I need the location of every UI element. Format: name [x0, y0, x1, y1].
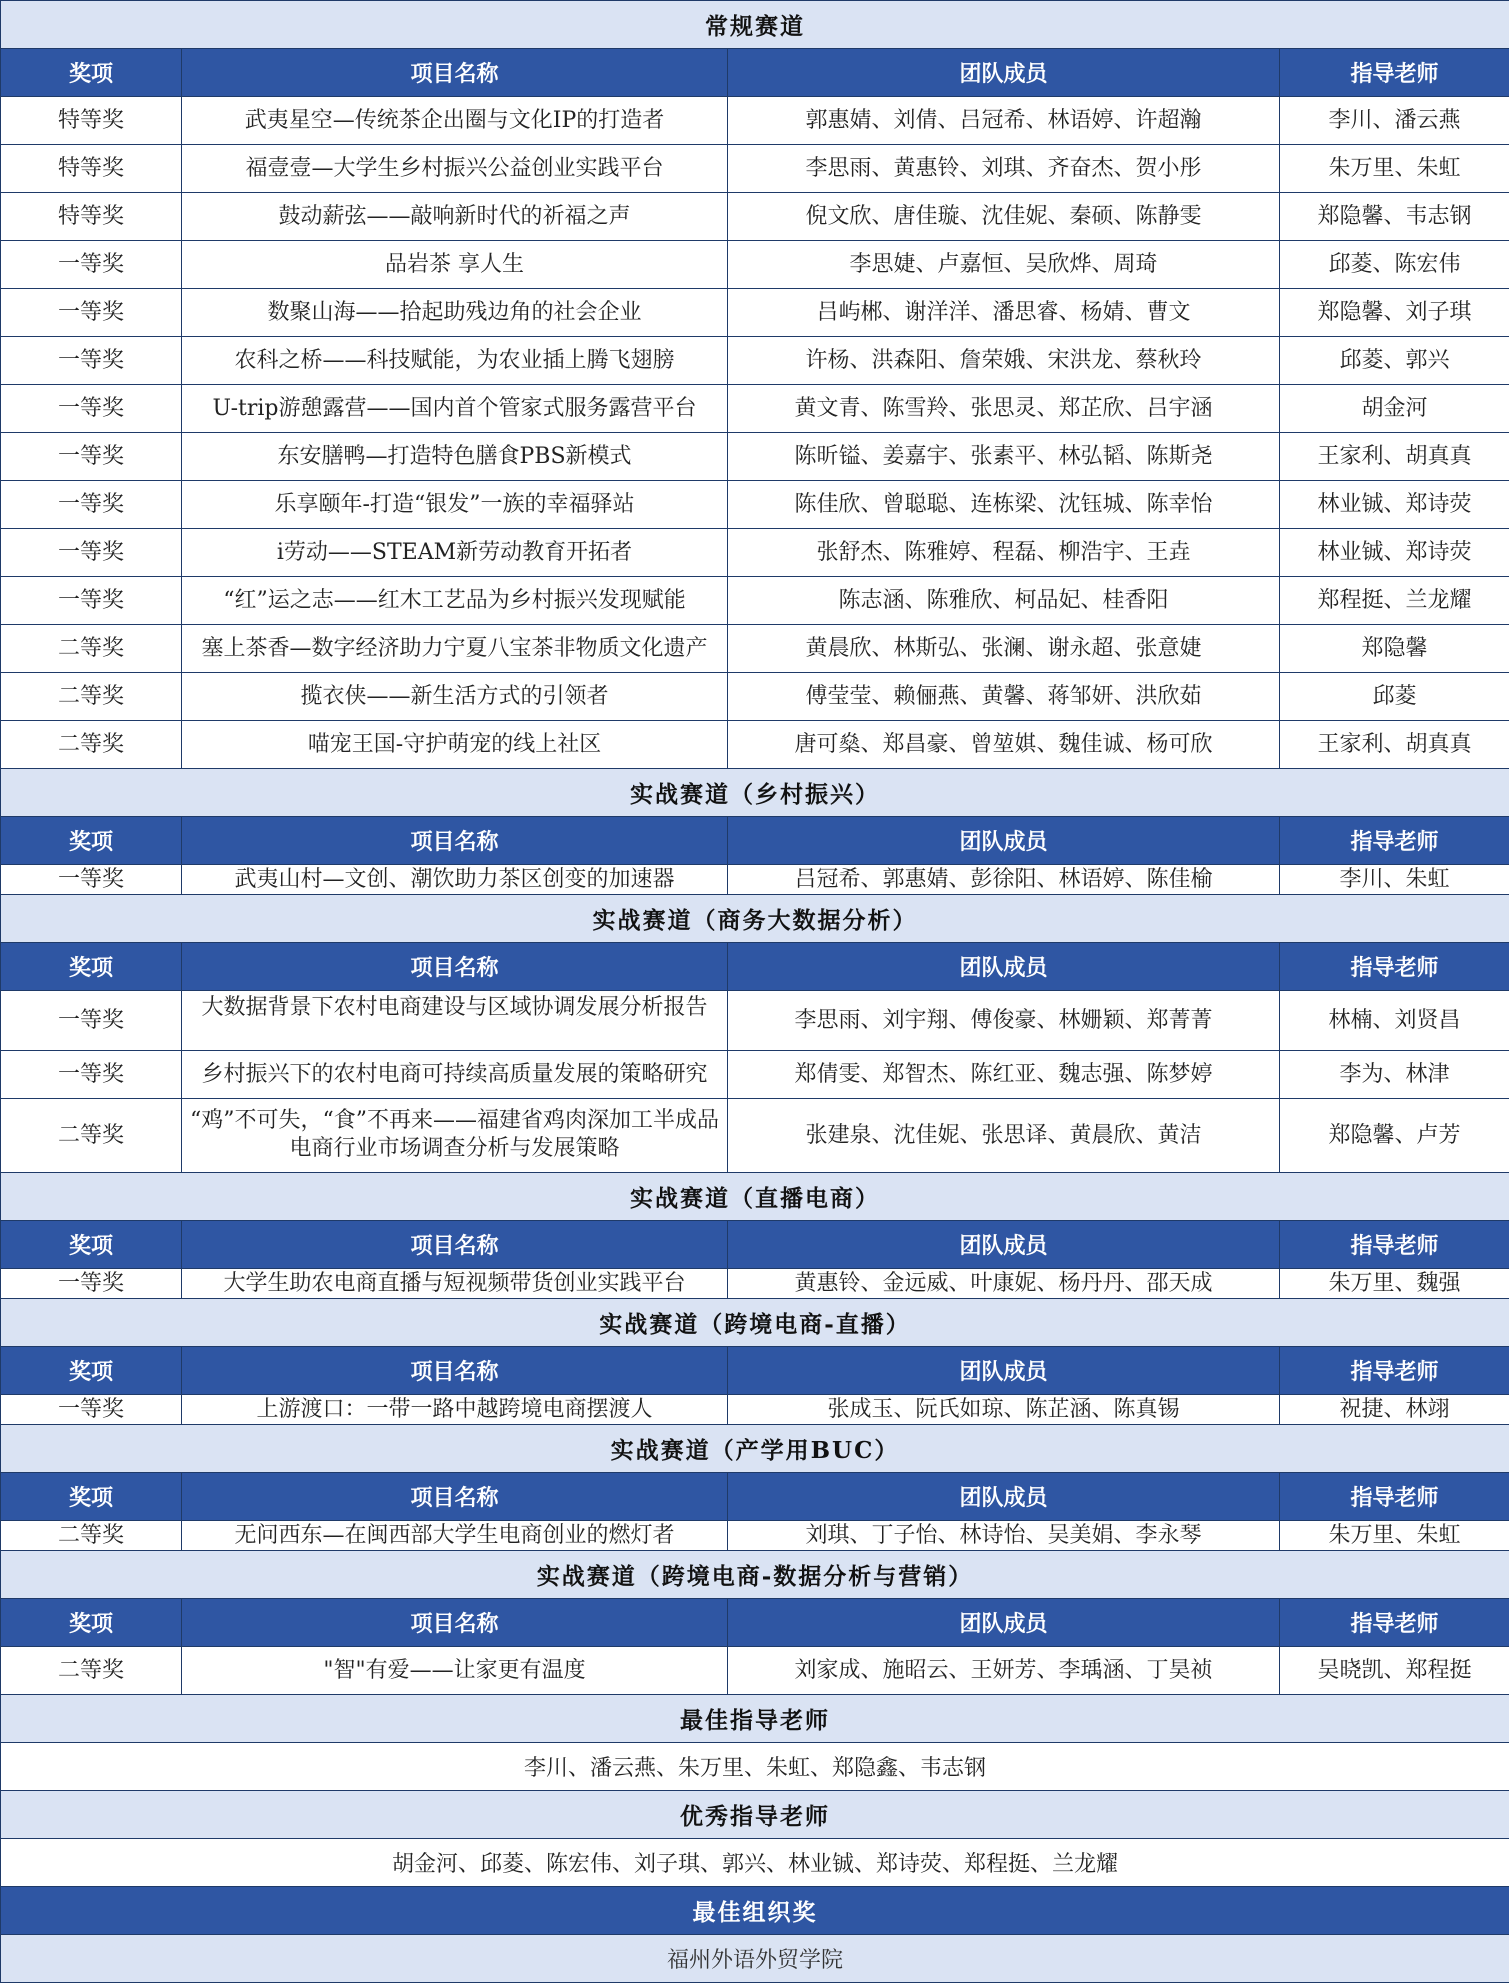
team-cell: 陈佳欣、曾聪聪、连栋梁、沈钰城、陈幸怡: [728, 481, 1280, 529]
table-row: [1, 577, 1509, 625]
advisor-cell: 祝捷、林翊: [1280, 1395, 1509, 1425]
project-cell: “红”运之志——红木工艺品为乡村振兴发现赋能: [182, 577, 728, 625]
award-cell: 一等奖: [1, 865, 182, 895]
project-text: 塞上茶香—数字经济助力宁夏八宝茶非物质文化遗产: [201, 635, 708, 661]
advisor-cell: 李川、朱虹: [1280, 865, 1509, 895]
table-header-row: [1, 1347, 1509, 1395]
section-title: 实战赛道（产学用BUC）: [1, 1425, 1509, 1473]
header-advisor: 指导老师: [1280, 49, 1509, 97]
project-cell: 乐享颐年-打造“银发”一族的幸福驿站: [182, 481, 728, 529]
advisor-cell: 朱万里、魏强: [1280, 1269, 1509, 1299]
best-advisors-title-row: [1, 1695, 1509, 1743]
team-cell: 许杨、洪森阳、詹荣娥、宋洪龙、蔡秋玲: [728, 337, 1280, 385]
project-cell: 鼓动薪弦——敲响新时代的祈福之声: [182, 193, 728, 241]
team-cell: 张舒杰、陈雅婷、程磊、柳浩宇、王垚: [728, 529, 1280, 577]
advisor-cell: 林业铖、郑诗荧: [1280, 481, 1509, 529]
team-cell: 吕屿郴、谢洋洋、潘思睿、杨婧、曹文: [728, 289, 1280, 337]
award-cell: 特等奖: [1, 97, 182, 145]
best-advisors-title: 最佳指导老师: [1, 1695, 1509, 1743]
team-cell: 李思雨、刘宇翔、傅俊豪、林姗颖、郑菁菁: [728, 991, 1280, 1051]
section-title-row: [1, 1173, 1509, 1221]
header-advisor: 指导老师: [1280, 1221, 1509, 1269]
team-cell: 陈志涵、陈雅欣、柯品妃、桂香阳: [728, 577, 1280, 625]
header-award: 奖项: [1, 943, 182, 991]
project-cell: 无问西东—在闽西部大学生电商创业的燃灯者: [182, 1521, 728, 1551]
header-team: 团队成员: [728, 943, 1280, 991]
header-advisor: 指导老师: [1280, 943, 1509, 991]
table-row: [1, 991, 1509, 1051]
award-cell: 一等奖: [1, 529, 182, 577]
award-cell: 二等奖: [1, 1099, 182, 1173]
best-org-title: 最佳组织奖: [1, 1887, 1509, 1935]
team-cell: 傅莹莹、赖俪燕、黄馨、蒋邹妍、洪欣茹: [728, 673, 1280, 721]
header-team: 团队成员: [728, 817, 1280, 865]
best-org-title-row: [1, 1887, 1509, 1935]
award-cell: 一等奖: [1, 1051, 182, 1099]
award-cell: 二等奖: [1, 1647, 182, 1695]
team-cell: 黄惠铃、金远威、叶康妮、杨丹丹、邵天成: [728, 1269, 1280, 1299]
award-cell: 一等奖: [1, 433, 182, 481]
table-row: [1, 385, 1509, 433]
advisor-cell: 李川、潘云燕: [1280, 97, 1509, 145]
team-cell: 黄晨欣、林斯弘、张澜、谢永超、张意婕: [728, 625, 1280, 673]
header-project: 项目名称: [182, 1221, 728, 1269]
team-cell: 郑倩雯、郑智杰、陈红亚、魏志强、陈梦婷: [728, 1051, 1280, 1099]
table-row: [1, 1395, 1509, 1425]
header-project: 项目名称: [182, 1347, 728, 1395]
advisor-cell: 王家利、胡真真: [1280, 433, 1509, 481]
table-header-row: [1, 1599, 1509, 1647]
header-award: 奖项: [1, 1599, 182, 1647]
best-org-name: 福州外语外贸学院: [1, 1935, 1509, 1983]
table-header-row: [1, 1473, 1509, 1521]
award-cell: 一等奖: [1, 1269, 182, 1299]
project-cell: 大学生助农电商直播与短视频带货创业实践平台: [182, 1269, 728, 1299]
advisor-cell: 郑程挺、兰龙耀: [1280, 577, 1509, 625]
advisor-cell: 王家利、胡真真: [1280, 721, 1509, 769]
team-cell: 李思雨、黄惠铃、刘琪、齐奋杰、贺小彤: [728, 145, 1280, 193]
best-advisors-names: 李川、潘云燕、朱万里、朱虹、郑隐鑫、韦志钢: [1, 1743, 1509, 1791]
excellent-advisors-title: 优秀指导老师: [1, 1791, 1509, 1839]
team-cell: 刘家成、施昭云、王妍芳、李瑀涵、丁昊祯: [728, 1647, 1280, 1695]
advisor-cell: 林业铖、郑诗荧: [1280, 529, 1509, 577]
advisor-cell: 郑隐馨、刘子琪: [1280, 289, 1509, 337]
header-project: 项目名称: [182, 1473, 728, 1521]
table-row: [1, 673, 1509, 721]
table-row: [1, 481, 1509, 529]
section-title-row: [1, 1551, 1509, 1599]
header-award: 奖项: [1, 1347, 182, 1395]
table-row: [1, 865, 1509, 895]
header-project: 项目名称: [182, 1599, 728, 1647]
header-team: 团队成员: [728, 1599, 1280, 1647]
project-cell: 东安膳鸭—打造特色膳食PBS新模式: [182, 433, 728, 481]
advisor-cell: 吴晓凯、郑程挺: [1280, 1647, 1509, 1695]
best-org-row: [1, 1935, 1509, 1983]
advisor-cell: 邱菱、郭兴: [1280, 337, 1509, 385]
project-cell: [182, 1099, 728, 1173]
section-title: 实战赛道（直播电商）: [1, 1173, 1509, 1221]
award-cell: 一等奖: [1, 337, 182, 385]
table-header-row: [1, 817, 1509, 865]
header-award: 奖项: [1, 817, 182, 865]
project-cell: 品岩茶 享人生: [182, 241, 728, 289]
award-cell: 特等奖: [1, 193, 182, 241]
award-cell: 二等奖: [1, 625, 182, 673]
team-cell: 张成玉、阮氏如琼、陈芷涵、陈真锡: [728, 1395, 1280, 1425]
project-cell: 福壹壹—大学生乡村振兴公益创业实践平台: [182, 145, 728, 193]
project-cell: 武夷山村—文创、潮饮助力茶区创变的加速器: [182, 865, 728, 895]
table-row: [1, 97, 1509, 145]
award-cell: 一等奖: [1, 481, 182, 529]
award-cell: 一等奖: [1, 241, 182, 289]
advisor-cell: 胡金河: [1280, 385, 1509, 433]
excellent-advisors-title-row: [1, 1791, 1509, 1839]
award-cell: 一等奖: [1, 991, 182, 1051]
project-cell: 武夷星空—传统茶企出圈与文化IP的打造者: [182, 97, 728, 145]
header-team: 团队成员: [728, 1221, 1280, 1269]
project-cell: "智"有爱——让家更有温度: [182, 1647, 728, 1695]
project-cell: 数聚山海——拾起助残边角的社会企业: [182, 289, 728, 337]
project-text: 大数据背景下农村电商建设与区域协调发展分析报告: [201, 994, 708, 1020]
table-row: [1, 529, 1509, 577]
project-text: 乡村振兴下的农村电商可持续高质量发展的策略研究: [201, 1061, 708, 1087]
team-cell: 刘琪、丁子怡、林诗怡、吴美娟、李永琴: [728, 1521, 1280, 1551]
table-row: [1, 721, 1509, 769]
project-cell: 揽衣侠——新生活方式的引领者: [182, 673, 728, 721]
team-cell: 黄文青、陈雪羚、张思灵、郑芷欣、吕宇涵: [728, 385, 1280, 433]
team-cell: 倪文欣、唐佳璇、沈佳妮、秦硕、陈静雯: [728, 193, 1280, 241]
advisor-cell: 郑隐馨、韦志钢: [1280, 193, 1509, 241]
table-row: [1, 1269, 1509, 1299]
advisor-cell: 郑隐馨: [1280, 625, 1509, 673]
team-cell: 陈昕镒、姜嘉宇、张素平、林弘韬、陈斯尧: [728, 433, 1280, 481]
section-title: 实战赛道（跨境电商-数据分析与营销）: [1, 1551, 1509, 1599]
section-title-row: [1, 1299, 1509, 1347]
header-project: 项目名称: [182, 817, 728, 865]
section-title: 实战赛道（跨境电商-直播）: [1, 1299, 1509, 1347]
table-header-row: [1, 49, 1509, 97]
award-cell: 一等奖: [1, 1395, 182, 1425]
table-row: [1, 337, 1509, 385]
header-advisor: 指导老师: [1280, 1599, 1509, 1647]
excellent-advisors-row: [1, 1839, 1509, 1887]
header-advisor: 指导老师: [1280, 817, 1509, 865]
advisor-cell: 郑隐馨、卢芳: [1280, 1099, 1509, 1173]
advisor-cell: 林楠、刘贤昌: [1280, 991, 1509, 1051]
header-team: 团队成员: [728, 49, 1280, 97]
table-row: [1, 625, 1509, 673]
project-cell: [182, 991, 728, 1051]
advisor-cell: 李为、林津: [1280, 1051, 1509, 1099]
award-cell: 特等奖: [1, 145, 182, 193]
team-cell: 郭惠婧、刘倩、吕冠希、林语婷、许超瀚: [728, 97, 1280, 145]
section-title-row: [1, 895, 1509, 943]
advisor-cell: 朱万里、朱虹: [1280, 1521, 1509, 1551]
table-row: [1, 289, 1509, 337]
project-cell: 农科之桥——科技赋能，为农业插上腾飞翅膀: [182, 337, 728, 385]
project-cell: 喵宠王国-守护萌宠的线上社区: [182, 721, 728, 769]
team-cell: 李思婕、卢嘉恒、吴欣烨、周琦: [728, 241, 1280, 289]
table-row: [1, 433, 1509, 481]
section-title: 实战赛道（商务大数据分析）: [1, 895, 1509, 943]
best-advisors-row: [1, 1743, 1509, 1791]
table-row: [1, 145, 1509, 193]
award-cell: 一等奖: [1, 577, 182, 625]
award-cell: 二等奖: [1, 721, 182, 769]
header-award: 奖项: [1, 1473, 182, 1521]
header-advisor: 指导老师: [1280, 1473, 1509, 1521]
team-cell: 吕冠希、郭惠婧、彭徐阳、林语婷、陈佳榆: [728, 865, 1280, 895]
project-cell: i劳动——STEAM新劳动教育开拓者: [182, 529, 728, 577]
advisor-cell: 邱菱、陈宏伟: [1280, 241, 1509, 289]
table-header-row: [1, 1221, 1509, 1269]
award-cell: 一等奖: [1, 289, 182, 337]
header-project: 项目名称: [182, 943, 728, 991]
advisor-cell: 邱菱: [1280, 673, 1509, 721]
advisor-cell: 朱万里、朱虹: [1280, 145, 1509, 193]
project-cell: U-trip游憩露营——国内首个管家式服务露营平台: [182, 385, 728, 433]
section-title-row: [1, 769, 1509, 817]
project-cell: [182, 625, 728, 673]
section-title-row: [1, 1, 1509, 49]
award-cell: 二等奖: [1, 1521, 182, 1551]
table-row: [1, 1521, 1509, 1551]
table-row: [1, 1099, 1509, 1173]
team-cell: 唐可燊、郑昌豪、曾堃娸、魏佳诚、杨可欣: [728, 721, 1280, 769]
table-header-row: [1, 943, 1509, 991]
team-cell: 张建泉、沈佳妮、张思译、黄晨欣、黄洁: [728, 1099, 1280, 1173]
header-project: 项目名称: [182, 49, 728, 97]
section-title: 实战赛道（乡村振兴）: [1, 769, 1509, 817]
header-team: 团队成员: [728, 1473, 1280, 1521]
header-award: 奖项: [1, 1221, 182, 1269]
section-title: 常规赛道: [1, 1, 1509, 49]
section-title-row: [1, 1425, 1509, 1473]
excellent-advisors-names: 胡金河、邱菱、陈宏伟、刘子琪、郭兴、林业铖、郑诗荧、郑程挺、兰龙耀: [1, 1839, 1509, 1887]
table-row: [1, 1647, 1509, 1695]
award-cell: 一等奖: [1, 385, 182, 433]
project-cell: 上游渡口：一带一路中越跨境电商摆渡人: [182, 1395, 728, 1425]
header-team: 团队成员: [728, 1347, 1280, 1395]
award-cell: 二等奖: [1, 673, 182, 721]
header-advisor: 指导老师: [1280, 1347, 1509, 1395]
project-text: “鸡”不可失，“食”不再来——福建省鸡肉深加工半成品电商行业市场调查分析与发展策略: [190, 1107, 719, 1161]
table-row: [1, 241, 1509, 289]
table-row: [1, 193, 1509, 241]
project-cell: [182, 1051, 728, 1099]
table-row: [1, 1051, 1509, 1099]
header-award: 奖项: [1, 49, 182, 97]
